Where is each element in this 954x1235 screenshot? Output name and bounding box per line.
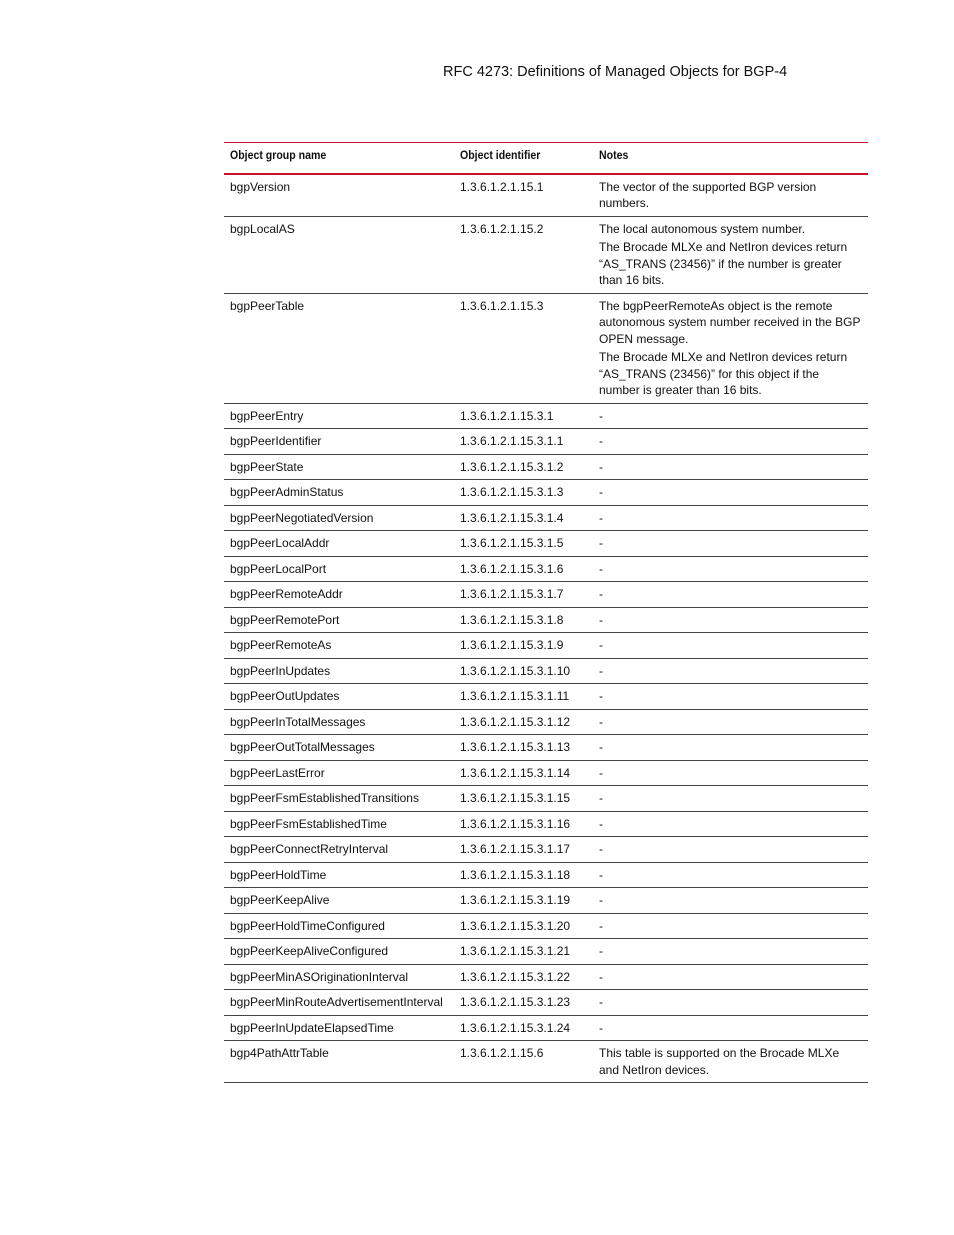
notes-cell	[593, 174, 868, 217]
object-group-name-cell: bgpPeerNegotiatedVersion	[224, 505, 454, 531]
object-identifier-cell: 1.3.6.1.2.1.15.3.1.22	[454, 964, 593, 990]
notes-cell	[593, 735, 868, 761]
note-paragraph: -	[599, 638, 603, 652]
object-group-name-cell: bgpPeerOutUpdates	[224, 684, 454, 710]
object-identifier-cell: 1.3.6.1.2.1.15.3.1.11	[454, 684, 593, 710]
object-group-name-cell: bgpPeerKeepAlive	[224, 888, 454, 914]
note-paragraph: This table is supported on the Brocade MLXe and NetIron devices.	[599, 1046, 840, 1077]
table-row	[224, 633, 868, 659]
note-paragraph: -	[599, 714, 603, 729]
table-row	[224, 684, 868, 710]
object-group-name-cell: bgpPeerInTotalMessages	[224, 709, 454, 735]
object-identifier-cell: 1.3.6.1.2.1.15.3.1.24	[454, 1015, 593, 1041]
column-header-notes: Notes	[599, 148, 629, 162]
table-row	[224, 216, 868, 293]
object-identifier-cell: 1.3.6.1.2.1.15.3.1.14	[454, 760, 593, 786]
object-identifier-cell: 1.3.6.1.2.1.15.3.1.4	[454, 505, 593, 531]
table-row	[224, 556, 868, 582]
notes-cell	[593, 760, 868, 786]
notes-cell	[593, 709, 868, 735]
object-group-name-cell: bgpPeerLocalAddr	[224, 531, 454, 557]
note-paragraph: -	[599, 689, 603, 703]
table-row	[224, 837, 868, 863]
object-identifier-cell: 1.3.6.1.2.1.15.1	[454, 174, 593, 217]
table-row	[224, 786, 868, 812]
notes-cell	[593, 658, 868, 684]
table-row	[224, 888, 868, 914]
object-group-name-cell: bgpPeerInUpdates	[224, 658, 454, 684]
note-paragraph: -	[599, 816, 603, 831]
object-identifier-cell: 1.3.6.1.2.1.15.3.1.16	[454, 811, 593, 837]
object-identifier-cell: 1.3.6.1.2.1.15.3	[454, 293, 593, 403]
column-header-object-group-name: Object group name	[230, 148, 327, 162]
note-paragraph: The Brocade MLXe and NetIron devices return “AS_TRANS (23456)” for this object if the number is greater than 16 bits.	[599, 350, 848, 397]
object-identifier-cell: 1.3.6.1.2.1.15.2	[454, 216, 593, 293]
object-group-name-cell: bgpPeerEntry	[224, 403, 454, 429]
object-group-name-cell: bgpPeerOutTotalMessages	[224, 735, 454, 761]
note-paragraph: -	[599, 765, 603, 780]
table-row	[224, 480, 868, 506]
object-identifier-cell: 1.3.6.1.2.1.15.3.1.9	[454, 633, 593, 659]
mib-object-table	[224, 142, 868, 1083]
notes-cell	[593, 293, 868, 403]
object-identifier-cell: 1.3.6.1.2.1.15.3.1.18	[454, 862, 593, 888]
object-group-name-cell: bgpPeerKeepAliveConfigured	[224, 939, 454, 965]
notes-cell	[593, 684, 868, 710]
table-row	[224, 913, 868, 939]
page-header-title: RFC 4273: Definitions of Managed Objects for BGP-4	[443, 64, 788, 80]
notes-cell	[593, 480, 868, 506]
note-paragraph: -	[599, 740, 603, 754]
note-paragraph: -	[599, 1020, 603, 1035]
table-row	[224, 1041, 868, 1083]
object-group-name-cell: bgpPeerMinASOriginationInterval	[224, 964, 454, 990]
object-group-name-cell: bgpVersion	[224, 174, 454, 217]
object-group-name-cell: bgpPeerInUpdateElapsedTime	[224, 1015, 454, 1041]
note-paragraph: The vector of the supported BGP version numbers.	[599, 179, 817, 210]
note-paragraph: -	[599, 536, 603, 550]
note-paragraph: -	[599, 893, 603, 907]
notes-cell	[593, 888, 868, 914]
table-row	[224, 607, 868, 633]
object-identifier-cell: 1.3.6.1.2.1.15.3.1.2	[454, 454, 593, 480]
table-row	[224, 429, 868, 455]
note-paragraph: -	[599, 612, 603, 627]
notes-cell	[593, 786, 868, 812]
object-group-name-cell: bgpPeerHoldTime	[224, 862, 454, 888]
note-paragraph: -	[599, 587, 603, 601]
notes-cell	[593, 1041, 868, 1083]
notes-cell	[593, 633, 868, 659]
object-group-name-cell: bgpPeerLocalPort	[224, 556, 454, 582]
table-header-row	[224, 143, 868, 174]
object-identifier-cell: 1.3.6.1.2.1.15.3.1.8	[454, 607, 593, 633]
table-row	[224, 709, 868, 735]
object-group-name-cell: bgpPeerConnectRetryInterval	[224, 837, 454, 863]
object-group-name-cell: bgp4PathAttrTable	[224, 1041, 454, 1083]
object-identifier-cell: 1.3.6.1.2.1.15.3.1.6	[454, 556, 593, 582]
table-body	[224, 174, 868, 1083]
table-row	[224, 403, 868, 429]
note-paragraph: -	[599, 510, 603, 525]
table-row	[224, 862, 868, 888]
notes-cell	[593, 1015, 868, 1041]
note-paragraph: -	[599, 969, 603, 984]
note-paragraph: The local autonomous system number.	[599, 221, 806, 236]
table-row	[224, 939, 868, 965]
object-group-name-cell: bgpPeerAdminStatus	[224, 480, 454, 506]
table-row	[224, 505, 868, 531]
object-identifier-cell: 1.3.6.1.2.1.15.3.1.12	[454, 709, 593, 735]
notes-cell	[593, 913, 868, 939]
note-paragraph: -	[599, 842, 603, 856]
table-row	[224, 990, 868, 1016]
table-row	[224, 582, 868, 608]
object-group-name-cell: bgpPeerState	[224, 454, 454, 480]
table-row	[224, 293, 868, 403]
table-row	[224, 174, 868, 217]
notes-cell	[593, 531, 868, 557]
object-identifier-cell: 1.3.6.1.2.1.15.3.1.13	[454, 735, 593, 761]
table-row	[224, 531, 868, 557]
table-row	[224, 1015, 868, 1041]
object-group-name-cell: bgpPeerLastError	[224, 760, 454, 786]
note-paragraph: -	[599, 995, 603, 1009]
object-group-name-cell: bgpPeerRemoteAddr	[224, 582, 454, 608]
note-paragraph: -	[599, 867, 603, 882]
note-paragraph: -	[599, 944, 603, 958]
object-identifier-cell: 1.3.6.1.2.1.15.3.1.21	[454, 939, 593, 965]
notes-cell	[593, 429, 868, 455]
object-identifier-cell: 1.3.6.1.2.1.15.3.1.5	[454, 531, 593, 557]
object-identifier-cell: 1.3.6.1.2.1.15.3.1	[454, 403, 593, 429]
object-identifier-cell: 1.3.6.1.2.1.15.3.1.15	[454, 786, 593, 812]
object-identifier-cell: 1.3.6.1.2.1.15.3.1.19	[454, 888, 593, 914]
object-group-name-cell: bgpPeerHoldTimeConfigured	[224, 913, 454, 939]
notes-cell	[593, 811, 868, 837]
column-header-object-identifier: Object identifier	[460, 148, 541, 162]
notes-cell	[593, 990, 868, 1016]
object-group-name-cell: bgpPeerTable	[224, 293, 454, 403]
notes-cell	[593, 216, 868, 293]
object-group-name-cell: bgpPeerFsmEstablishedTime	[224, 811, 454, 837]
object-identifier-cell: 1.3.6.1.2.1.15.3.1.20	[454, 913, 593, 939]
object-identifier-cell: 1.3.6.1.2.1.15.3.1.1	[454, 429, 593, 455]
table-row	[224, 811, 868, 837]
object-identifier-cell: 1.3.6.1.2.1.15.3.1.3	[454, 480, 593, 506]
note-paragraph: -	[599, 918, 603, 933]
object-group-name-cell: bgpPeerRemoteAs	[224, 633, 454, 659]
notes-cell	[593, 582, 868, 608]
notes-cell	[593, 607, 868, 633]
object-group-name-cell: bgpPeerRemotePort	[224, 607, 454, 633]
note-paragraph: -	[599, 561, 603, 576]
notes-cell	[593, 837, 868, 863]
object-identifier-cell: 1.3.6.1.2.1.15.3.1.23	[454, 990, 593, 1016]
note-paragraph: -	[599, 485, 603, 499]
object-identifier-cell: 1.3.6.1.2.1.15.6	[454, 1041, 593, 1083]
object-group-name-cell: bgpPeerFsmEstablishedTransitions	[224, 786, 454, 812]
note-paragraph: -	[599, 408, 603, 423]
notes-cell	[593, 454, 868, 480]
notes-cell	[593, 939, 868, 965]
notes-cell	[593, 964, 868, 990]
notes-cell	[593, 556, 868, 582]
notes-cell	[593, 862, 868, 888]
object-group-name-cell: bgpPeerIdentifier	[224, 429, 454, 455]
object-group-name-cell: bgpLocalAS	[224, 216, 454, 293]
note-paragraph: The Brocade MLXe and NetIron devices return “AS_TRANS (23456)” if the number is greater than 16 bits.	[599, 240, 848, 287]
object-identifier-cell: 1.3.6.1.2.1.15.3.1.7	[454, 582, 593, 608]
table-row	[224, 454, 868, 480]
table-row	[224, 658, 868, 684]
object-identifier-cell: 1.3.6.1.2.1.15.3.1.10	[454, 658, 593, 684]
note-paragraph: The bgpPeerRemoteAs object is the remote autonomous system number received in the BGP OPEN message.	[599, 298, 861, 346]
notes-cell	[593, 505, 868, 531]
table-row	[224, 760, 868, 786]
notes-cell	[593, 403, 868, 429]
note-paragraph: -	[599, 434, 603, 448]
object-group-name-cell: bgpPeerMinRouteAdvertisementInterval	[224, 990, 454, 1016]
note-paragraph: -	[599, 791, 603, 805]
table-row	[224, 735, 868, 761]
object-identifier-cell: 1.3.6.1.2.1.15.3.1.17	[454, 837, 593, 863]
note-paragraph: -	[599, 459, 603, 474]
table-row	[224, 964, 868, 990]
note-paragraph: -	[599, 663, 603, 678]
